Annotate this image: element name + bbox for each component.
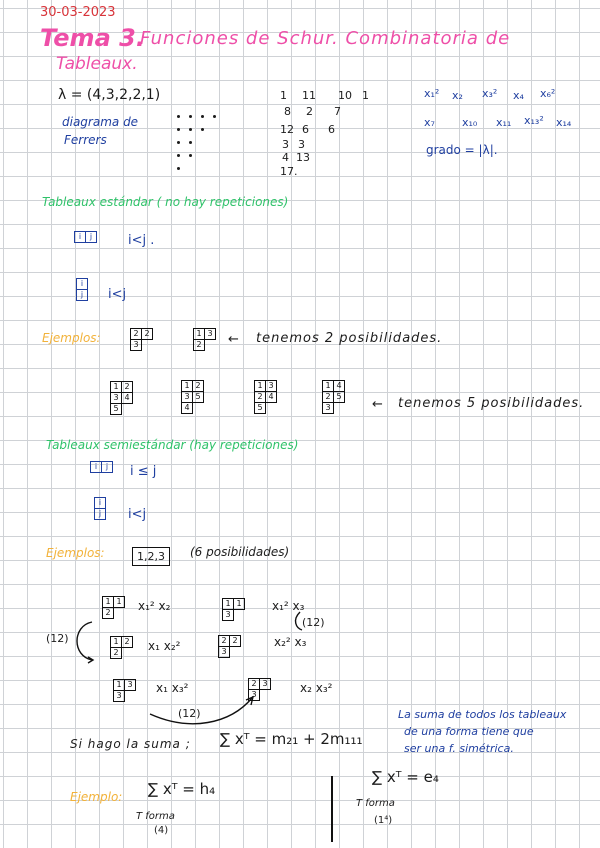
swap-label-1: (12) [302,616,325,629]
monomial-5: x₁ x₃² [156,681,189,695]
swap-label-2: (12) [46,632,69,645]
standard-tableau-3: 1 3 2 4 5 [254,380,277,414]
final-right-sub: T forma [356,798,395,809]
semistandard-vertical-cond: i<j [128,507,147,522]
semistandard-tableau-1: 1 1 2 [102,596,125,619]
ferrers-label-1: diagrama de [62,115,139,129]
standard-example-text: tenemos 2 posibilidades. [256,331,443,346]
final-left-sub2: (4) [154,825,169,836]
alphabet-box-text: (6 posibilidades) [190,545,290,559]
semistandard-tableau-5: 1 3 3 [113,679,136,702]
notebook-page: 30-03-2023 Tema 3. Funciones de Schur. Combinatoria de Tableaux. λ = (4,3,2,2,1) diagrama de Ferrers 1 11 10 1 8 2 7 12 6 6 3 3 4 13 17. x₁² x₂ x₃² x₄ x₆² x₇ x₁₀ x₁₁ x₁₃² x₁₄ grado = |λ|. Tableaux estándar ( no hay repeticiones) i j i<j . i j i<j Ejemplos: 2 2 3 1 3 2 ← tenemos 2 posibilidades. 1 2 3 4 5 1 2 3 5 4 1 3 2 4 5 1 4 2 5 3 ← tenemos 5 posibilidades. Tableaux semiestándar (hay repeticiones) i j i ≤ j i j i<j Ejemplos: 1,2,3 (6 posibilidades) 1 1 2 x₁² x₂ 1 1 3 x₁² x₃ (12) (12) 1 2 2 x₁ x₂² 2 2 3 x₂² x₃ 1 3 3 x₁ x₃² 2 3 3 x₂ x₃² (12) Si hago la suma ; ∑ xᵀ = m₂₁ + 2m₁₁₁ La suma de todos los tableaux de una forma tiene que ser una f. simétrica. Ejemplo: ∑ xᵀ = h₄ T forma (4) ∑ xᵀ = e₄ T forma (1⁴) [0,0,600,848]
monomial-3: x₁ x₂² [148,639,181,653]
swap-bracket-left-arrowhead [88,657,93,663]
monomial-4: x₂² x₃ [274,635,307,649]
semistandard-tableau-2: 1 1 3 [222,598,245,621]
page-subtitle-2: Tableaux. [56,54,138,74]
divider [331,776,333,842]
standard-tableau-4: 1 4 2 5 3 [322,380,345,414]
standard-example-tableau-a: 2 2 3 [130,328,153,351]
arrow-left-icon-2: ← [372,397,383,412]
standard-vertical-cond: i<j [108,287,127,302]
semistandard-vertical-tableau: i j [94,497,106,520]
final-example-label: Ejemplo: [70,790,123,804]
final-left-sub: T forma [136,811,175,822]
swap-label-3: (12) [178,707,201,720]
semistandard-heading: Tableaux semiestándar (hay repeticiones) [46,438,299,452]
standard-example-text-2: tenemos 5 posibilidades. [398,396,585,411]
standard-example-tableau-b: 1 3 2 [193,328,216,351]
swap-bracket-left [77,622,92,660]
note-line-2: de una forma tiene que [404,725,534,738]
semistandard-tableau-3: 1 2 2 [110,636,133,659]
arrow-left-icon: ← [228,332,239,347]
standard-horizontal-tableau: i j [74,231,97,243]
note-line-1: La suma de todos los tableaux [398,708,567,721]
ferrers-label-2: Ferrers [64,133,107,147]
standard-horizontal-cond: i<j . [128,233,155,248]
standard-tableau-2: 1 2 3 5 4 [181,380,204,414]
page-title: Tema 3. [40,24,145,52]
semistandard-horizontal-cond: i ≤ j [130,464,157,479]
monomial-6: x₂ x₃² [300,681,333,695]
partition-lambda: λ = (4,3,2,2,1) [58,87,161,103]
final-right-sub2: (1⁴) [374,815,393,826]
semistandard-example-label: Ejemplos: [46,546,105,560]
grado-label: grado = |λ|. [426,143,498,157]
standard-vertical-tableau: i j [76,278,88,301]
note-line-3: ser una f. simétrica. [404,742,514,755]
date: 30-03-2023 [40,5,116,20]
semistandard-horizontal-tableau: i j [90,461,113,473]
sum-formula: ∑ xᵀ = m₂₁ + 2m₁₁₁ [220,730,363,748]
page-subtitle: Funciones de Schur. Combinatoria de [140,28,511,49]
monomial-1: x₁² x₂ [138,599,171,613]
sum-text: Si hago la suma ; [70,737,191,751]
alphabet-box: 1,2,3 [132,547,170,566]
swap-arrow-bottom [150,698,252,724]
standard-heading: Tableaux estándar ( no hay repeticiones) [42,195,289,209]
final-right-formula: ∑ xᵀ = e₄ [372,768,439,786]
monomial-2: x₁² x₃ [272,599,305,613]
standard-tableau-1: 1 2 3 4 5 [110,381,133,415]
semistandard-tableau-6: 2 3 3 [248,678,271,701]
final-left-formula: ∑ xᵀ = h₄ [148,780,216,798]
standard-example-label: Ejemplos: [42,331,101,345]
semistandard-tableau-4: 2 2 3 [218,635,241,658]
